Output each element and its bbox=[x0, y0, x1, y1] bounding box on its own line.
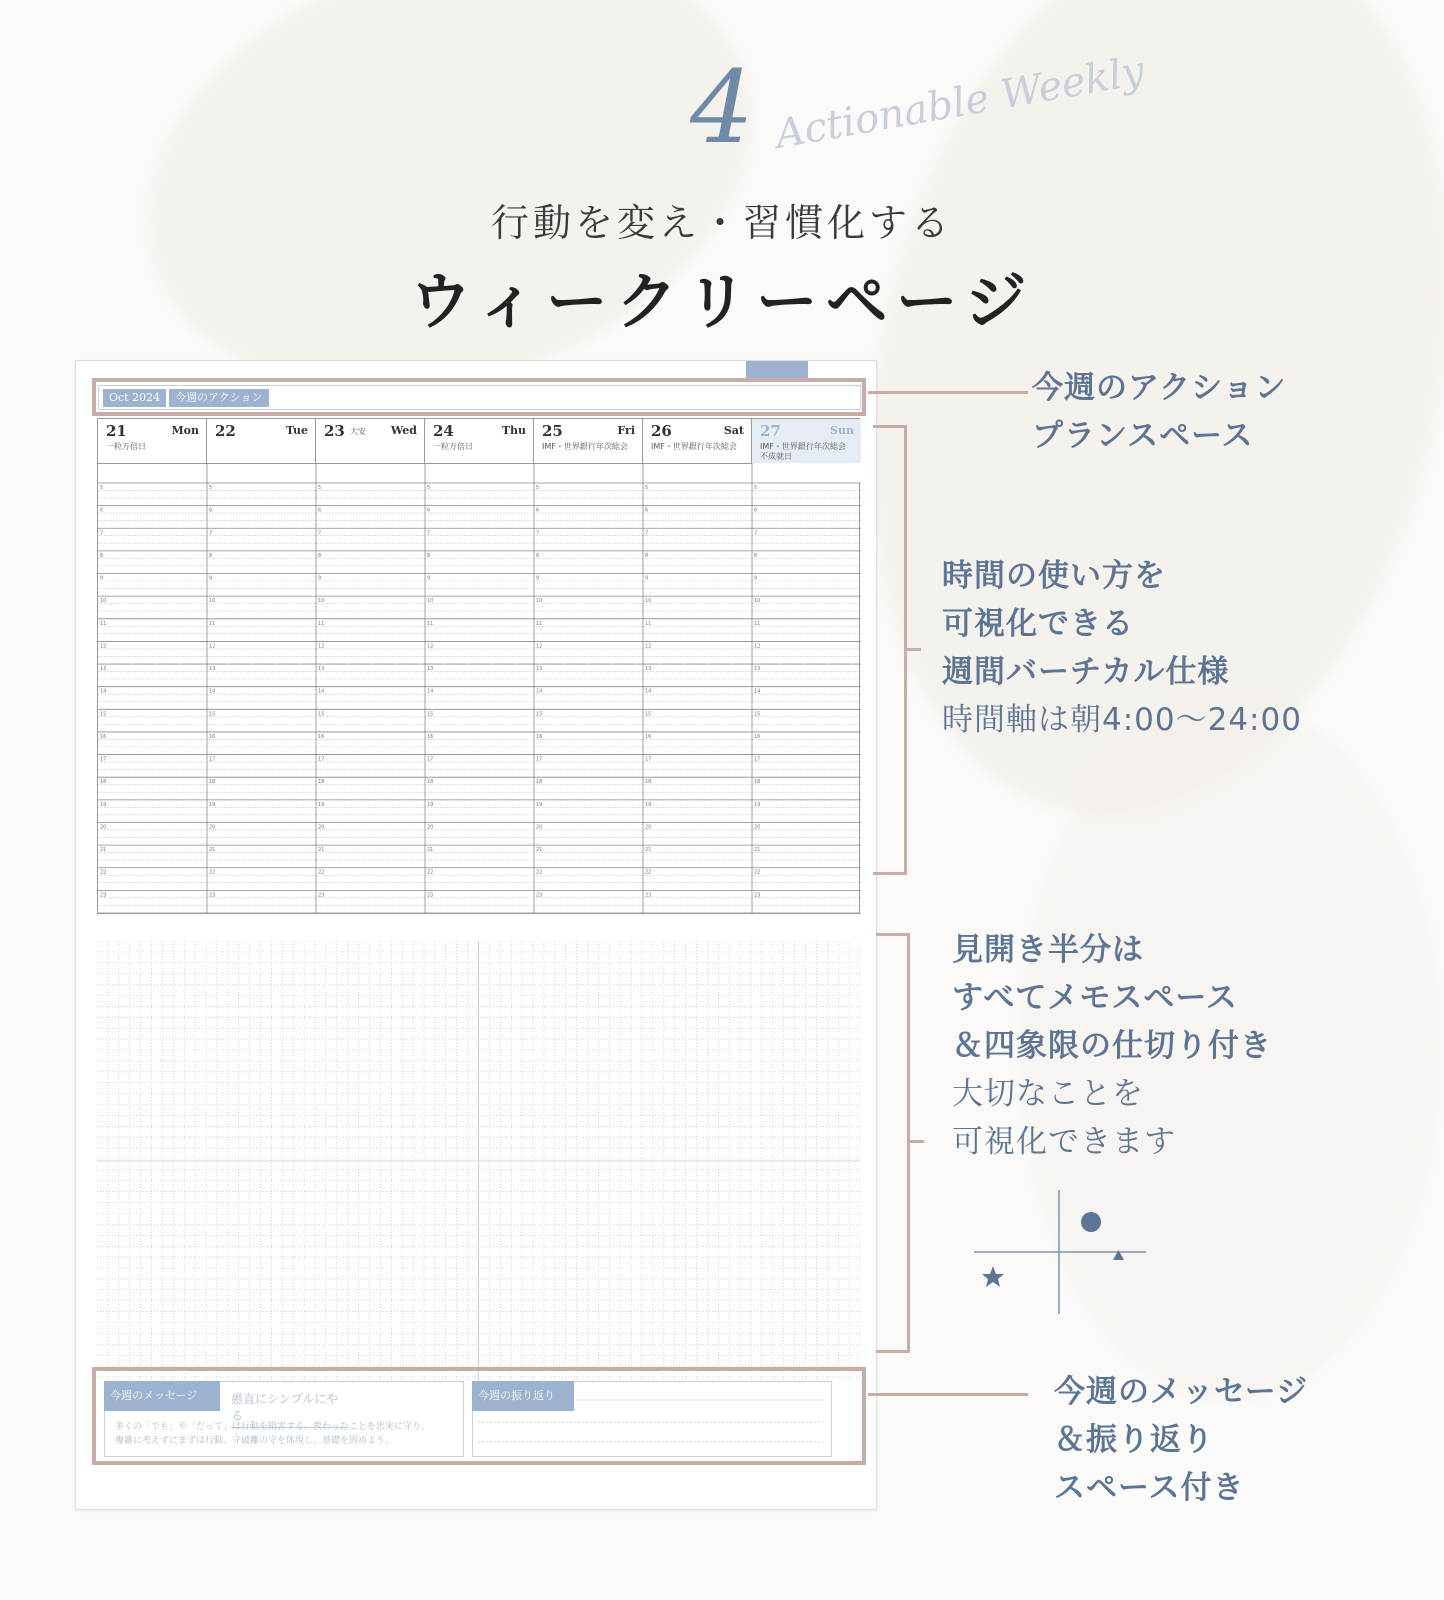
action-connector bbox=[868, 391, 1028, 394]
hour-label: 23 bbox=[209, 892, 216, 899]
hour-label: 18 bbox=[100, 779, 107, 786]
hour-label: 23 bbox=[536, 892, 543, 899]
hour-label: 7 bbox=[209, 530, 213, 537]
hour-label: 9 bbox=[100, 575, 104, 582]
hour-label: 23 bbox=[645, 892, 652, 899]
hour-label: 7 bbox=[427, 530, 431, 537]
hour-label: 14 bbox=[427, 688, 434, 695]
day-date: 21 bbox=[106, 422, 127, 440]
hour-label: 11 bbox=[754, 620, 761, 627]
hour-label: 16 bbox=[318, 733, 325, 740]
hour-label: 16 bbox=[645, 733, 652, 740]
hour-label: 11 bbox=[536, 620, 543, 627]
hour-label: 17 bbox=[536, 756, 543, 763]
day-rokuyo: 大安 bbox=[350, 427, 366, 436]
weekly-calendar bbox=[97, 418, 860, 914]
message-ann-line2: ＆振り返り bbox=[1054, 1422, 1214, 1458]
day-header-fri bbox=[534, 419, 643, 463]
hour-label: 9 bbox=[645, 575, 649, 582]
hour-label: 14 bbox=[754, 688, 761, 695]
hour-label: 15 bbox=[427, 711, 434, 718]
hour-label: 11 bbox=[209, 620, 216, 627]
hour-label: 18 bbox=[318, 779, 325, 786]
hour-label: 12 bbox=[645, 643, 652, 650]
message-connector bbox=[868, 1393, 1028, 1396]
hour-label: 6 bbox=[645, 507, 649, 514]
calendar-bracket bbox=[873, 425, 907, 875]
hour-label: 5 bbox=[754, 485, 758, 491]
memo-sub2: 可視化できます bbox=[952, 1124, 1176, 1160]
day-header-wed bbox=[316, 419, 425, 463]
section-number: 4 bbox=[690, 49, 754, 166]
planner-page bbox=[75, 360, 877, 1510]
hour-label: 8 bbox=[427, 552, 431, 559]
hour-label: 10 bbox=[536, 598, 543, 605]
hour-label: 21 bbox=[209, 847, 216, 854]
hour-label: 20 bbox=[427, 824, 434, 831]
hour-label: 6 bbox=[318, 507, 322, 514]
hour-label: 12 bbox=[754, 643, 761, 650]
memo-sub1: 大切なことを bbox=[952, 1076, 1144, 1112]
hour-label: 5 bbox=[536, 485, 540, 491]
message-body-2: 複雑に考えずにまずは行動。守破離の守を体現し、基礎を固めよう。 bbox=[115, 1436, 395, 1446]
hour-label: 21 bbox=[645, 847, 652, 854]
day-header-sat bbox=[643, 419, 752, 463]
hour-label: 10 bbox=[209, 598, 216, 605]
hour-label: 13 bbox=[318, 666, 325, 673]
time-usage-annotation bbox=[942, 552, 1302, 744]
hour-label: 17 bbox=[427, 756, 434, 763]
action-space-line1: 今週のアクション bbox=[1032, 370, 1287, 406]
hour-label: 5 bbox=[427, 485, 431, 491]
hour-label: 14 bbox=[536, 688, 543, 695]
hour-label: 11 bbox=[645, 620, 652, 627]
hour-label: 20 bbox=[100, 824, 107, 831]
action-space-line2: プランスペース bbox=[1032, 418, 1254, 454]
day-weekday: Sat bbox=[723, 424, 744, 437]
message-heading: 愚直にシンプルにやる bbox=[231, 1390, 349, 1428]
hour-label: 17 bbox=[318, 756, 325, 763]
hour-label: 14 bbox=[318, 688, 325, 695]
hour-label: 10 bbox=[645, 598, 652, 605]
hour-label: 21 bbox=[427, 847, 434, 854]
month-label: Oct 2024 bbox=[103, 389, 166, 407]
hour-label: 6 bbox=[427, 507, 431, 514]
hour-label: 8 bbox=[645, 552, 649, 559]
message-body-1: 多くの「でも」や「だって」は行動を阻害する。教わったことを忠実に守り、 bbox=[115, 1422, 430, 1432]
time-usage-line3: 週間バーチカル仕様 bbox=[942, 654, 1230, 690]
hour-label: 18 bbox=[754, 779, 761, 786]
hour-label: 17 bbox=[209, 756, 216, 763]
hour-label: 19 bbox=[100, 801, 107, 808]
day-event: IMF・世界銀行年次総会 bbox=[542, 442, 628, 451]
hour-label: 10 bbox=[318, 598, 325, 605]
hour-label: 13 bbox=[536, 666, 543, 673]
day-weekday: Thu bbox=[501, 424, 526, 437]
bookmark-tab bbox=[746, 361, 808, 379]
hour-label: 15 bbox=[536, 711, 543, 718]
hour-label: 23 bbox=[427, 892, 434, 899]
hour-label: 9 bbox=[754, 575, 758, 582]
hour-label: 8 bbox=[209, 552, 213, 559]
hour-label: 18 bbox=[536, 779, 543, 786]
hour-label: 22 bbox=[754, 869, 761, 876]
day-event: 一粒万倍日 bbox=[106, 442, 146, 451]
hour-label: 20 bbox=[209, 824, 216, 831]
hour-label: 21 bbox=[536, 847, 543, 854]
hour-label: 9 bbox=[536, 575, 540, 582]
hour-label: 12 bbox=[427, 643, 434, 650]
hour-label: 21 bbox=[754, 847, 761, 854]
hour-label: 7 bbox=[645, 530, 649, 537]
hour-label: 13 bbox=[209, 666, 216, 673]
hour-label: 10 bbox=[100, 598, 107, 605]
hour-label: 17 bbox=[754, 756, 761, 763]
hour-label: 19 bbox=[645, 801, 652, 808]
hour-label: 15 bbox=[318, 711, 325, 718]
hour-label: 18 bbox=[427, 779, 434, 786]
action-label: 今週のアクション bbox=[169, 389, 269, 407]
hour-label: 5 bbox=[645, 485, 649, 491]
day-event: IMF・世界銀行年次総会 bbox=[760, 442, 846, 451]
memo-line1: 見開き半分は bbox=[952, 932, 1144, 968]
hour-label: 21 bbox=[100, 847, 107, 854]
script-title: Actionable Weekly bbox=[772, 47, 1148, 158]
hour-label: 22 bbox=[100, 869, 107, 876]
hour-label: 7 bbox=[754, 530, 758, 537]
day-date: 27 bbox=[760, 422, 781, 440]
hour-label: 7 bbox=[100, 530, 104, 537]
hour-label: 13 bbox=[754, 666, 761, 673]
memo-annotation bbox=[952, 926, 1272, 1166]
hour-label: 15 bbox=[100, 711, 107, 718]
hour-label: 11 bbox=[100, 620, 107, 627]
message-ann-line3: スペース付き bbox=[1054, 1470, 1245, 1506]
subtitle: 行動を変え・習慣化する bbox=[490, 201, 953, 245]
hour-label: 22 bbox=[209, 869, 216, 876]
hour-label: 13 bbox=[100, 666, 107, 673]
hour-label: 16 bbox=[427, 733, 434, 740]
hour-label: 12 bbox=[318, 643, 325, 650]
hour-label: 15 bbox=[209, 711, 216, 718]
hour-label: 6 bbox=[100, 507, 104, 514]
hour-label: 23 bbox=[318, 892, 325, 899]
day-date: 22 bbox=[215, 422, 236, 440]
day-header-mon bbox=[98, 419, 207, 463]
hour-label: 9 bbox=[427, 575, 431, 582]
hour-label: 15 bbox=[754, 711, 761, 718]
hour-label: 9 bbox=[318, 575, 322, 582]
hour-label: 8 bbox=[536, 552, 540, 559]
hour-label: 16 bbox=[536, 733, 543, 740]
hour-label: 19 bbox=[318, 801, 325, 808]
action-space-annotation bbox=[1032, 364, 1286, 460]
day-header-tue bbox=[207, 419, 316, 463]
memo-grid bbox=[97, 941, 860, 1381]
hour-label: 22 bbox=[318, 869, 325, 876]
message-ann-line1: 今週のメッセージ bbox=[1054, 1374, 1309, 1410]
memo-bracket-tick bbox=[910, 1140, 924, 1143]
hour-label: 20 bbox=[318, 824, 325, 831]
day-event: 一粒万倍日 bbox=[433, 442, 473, 451]
hour-label: 19 bbox=[209, 801, 216, 808]
hour-label: 16 bbox=[100, 733, 107, 740]
quadrant-illustration bbox=[970, 1188, 1150, 1318]
hour-label: 8 bbox=[318, 552, 322, 559]
day-event-2: 不成就日 bbox=[760, 452, 792, 461]
hour-label: 6 bbox=[754, 507, 758, 514]
hour-label: 19 bbox=[536, 801, 543, 808]
hour-label: 13 bbox=[645, 666, 652, 673]
hour-label: 23 bbox=[754, 892, 761, 899]
message-highlight bbox=[92, 1367, 866, 1465]
hour-label: 18 bbox=[645, 779, 652, 786]
day-weekday: Fri bbox=[617, 424, 635, 437]
memo-line2: すべてメモスペース bbox=[952, 980, 1238, 1016]
page-title: ウィークリーページ bbox=[409, 265, 1035, 338]
hour-label: 14 bbox=[100, 688, 107, 695]
hour-label: 12 bbox=[100, 643, 107, 650]
hour-label: 10 bbox=[754, 598, 761, 605]
day-date: 23 bbox=[324, 422, 345, 440]
hour-label: 12 bbox=[536, 643, 543, 650]
hour-label: 21 bbox=[318, 847, 325, 854]
hour-label: 10 bbox=[427, 598, 434, 605]
hour-label: 22 bbox=[645, 869, 652, 876]
day-event: IMF・世界銀行年次総会 bbox=[651, 442, 737, 451]
hour-label: 17 bbox=[100, 756, 107, 763]
hour-label: 20 bbox=[645, 824, 652, 831]
day-date: 24 bbox=[433, 422, 454, 440]
hour-label: 5 bbox=[100, 485, 104, 491]
time-usage-line2: 可視化できる bbox=[942, 606, 1134, 642]
hour-label: 16 bbox=[754, 733, 761, 740]
message-label: 今週のメッセージ bbox=[104, 1381, 220, 1411]
day-weekday: Wed bbox=[390, 424, 417, 437]
time-grid bbox=[98, 463, 861, 913]
day-weekday: Mon bbox=[171, 424, 199, 437]
hour-label: 8 bbox=[100, 552, 104, 559]
hour-label: 6 bbox=[536, 507, 540, 514]
message-annotation bbox=[1054, 1368, 1308, 1512]
hour-label: 17 bbox=[645, 756, 652, 763]
time-usage-line1: 時間の使い方を bbox=[942, 558, 1166, 594]
hour-label: 11 bbox=[427, 620, 434, 627]
hour-label: 18 bbox=[209, 779, 216, 786]
time-usage-sub: 時間軸は朝4:00〜24:00 bbox=[942, 702, 1302, 738]
hour-label: 5 bbox=[318, 485, 322, 491]
hour-label: 15 bbox=[645, 711, 652, 718]
hour-label: 19 bbox=[754, 801, 761, 808]
hour-label: 22 bbox=[427, 869, 434, 876]
star-icon bbox=[982, 1266, 1004, 1287]
hour-label: 6 bbox=[209, 507, 213, 514]
action-highlight bbox=[92, 378, 866, 416]
hour-label: 7 bbox=[318, 530, 322, 537]
calendar-bracket-tick bbox=[907, 648, 921, 651]
hour-label: 16 bbox=[209, 733, 216, 740]
memo-line3: ＆四象限の仕切り付き bbox=[952, 1028, 1272, 1064]
day-weekday: Tue bbox=[285, 424, 308, 437]
hour-label: 13 bbox=[427, 666, 434, 673]
hour-label: 22 bbox=[536, 869, 543, 876]
day-date: 25 bbox=[542, 422, 563, 440]
day-header-sun bbox=[752, 419, 861, 463]
hour-label: 9 bbox=[209, 575, 213, 582]
reflection-label: 今週の振り返り bbox=[472, 1381, 574, 1411]
hour-label: 8 bbox=[754, 552, 758, 559]
hour-label: 7 bbox=[536, 530, 540, 537]
hour-label: 14 bbox=[645, 688, 652, 695]
day-weekday: Sun bbox=[830, 424, 854, 437]
hour-label: 5 bbox=[209, 485, 213, 491]
circle-icon bbox=[1081, 1212, 1101, 1232]
day-header-thu bbox=[425, 419, 534, 463]
hour-label: 23 bbox=[100, 892, 107, 899]
hour-label: 20 bbox=[754, 824, 761, 831]
hour-label: 20 bbox=[536, 824, 543, 831]
hour-label: 11 bbox=[318, 620, 325, 627]
hour-label: 14 bbox=[209, 688, 216, 695]
day-date: 26 bbox=[651, 422, 672, 440]
memo-bracket bbox=[876, 933, 910, 1353]
hour-label: 12 bbox=[209, 643, 216, 650]
hour-label: 19 bbox=[427, 801, 434, 808]
